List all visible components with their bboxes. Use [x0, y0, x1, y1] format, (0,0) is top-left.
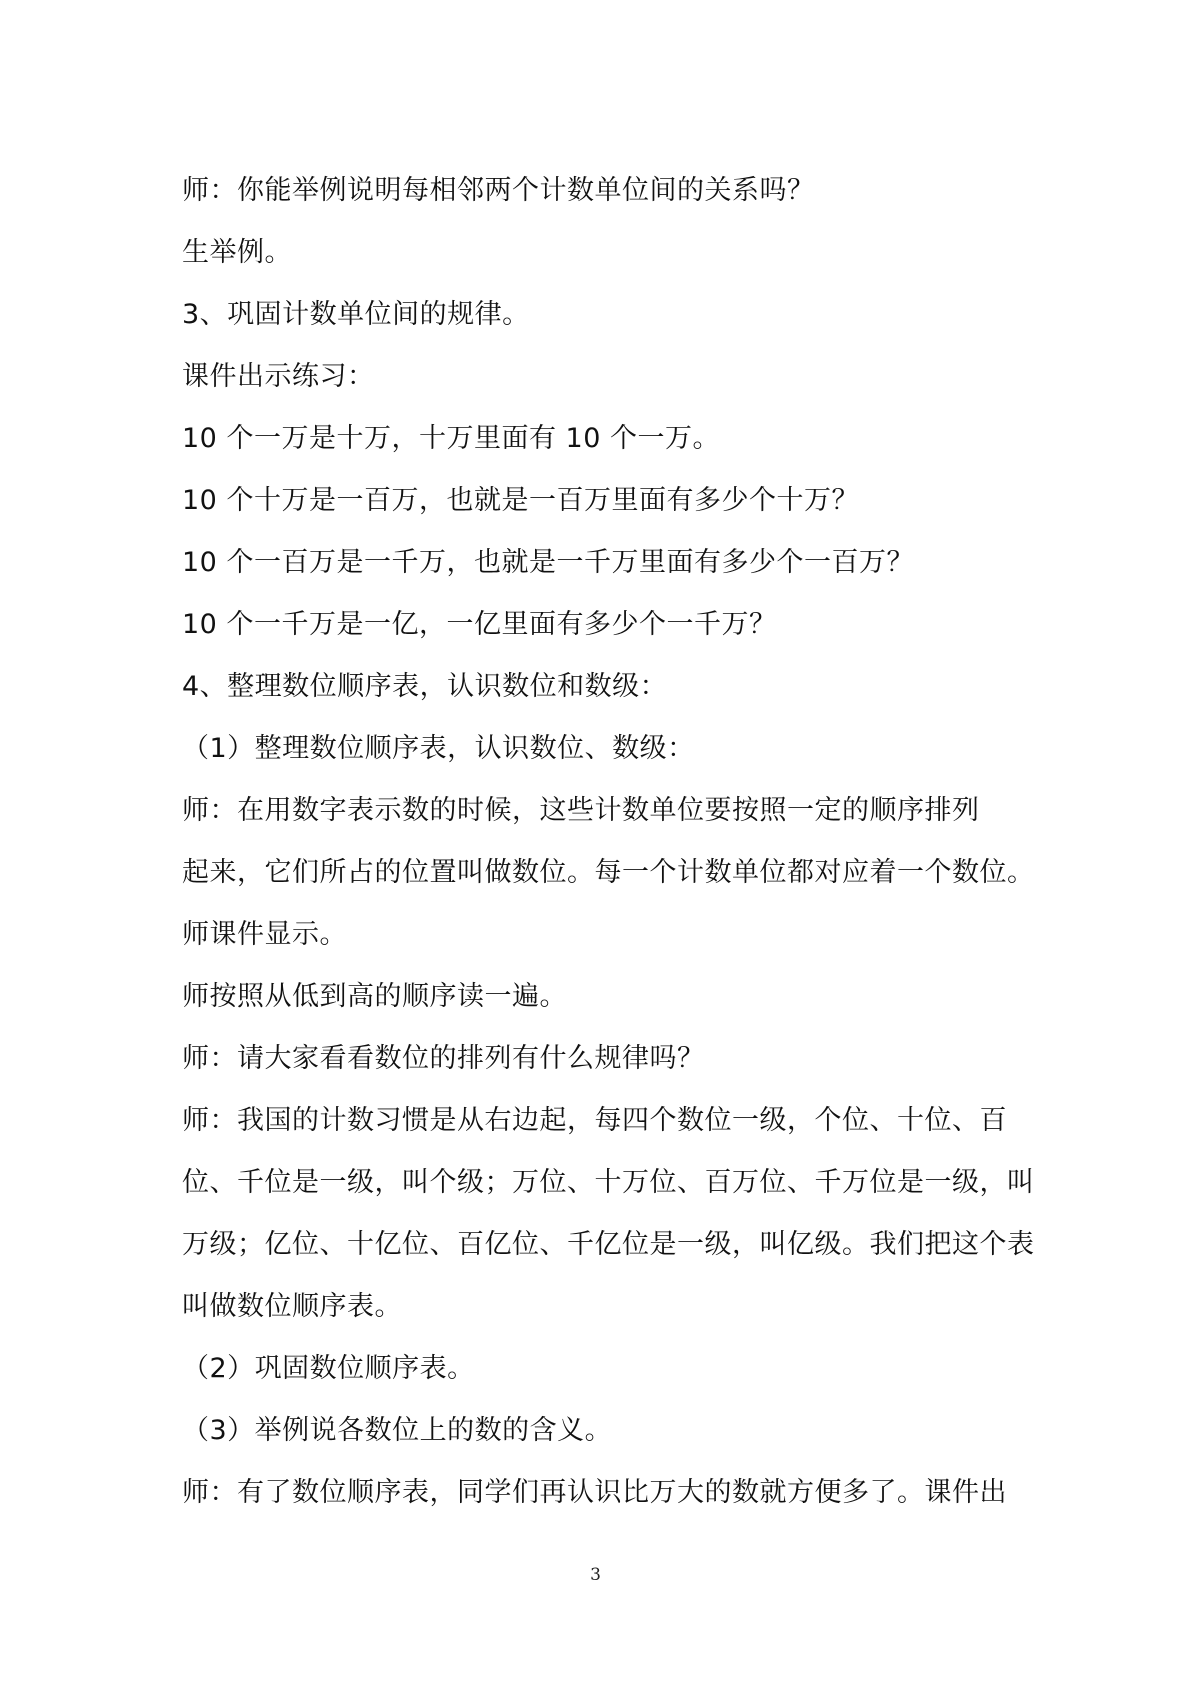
text-line: （2）巩固数位顺序表。	[182, 1353, 475, 1384]
text-line: 叫做数位顺序表。	[182, 1291, 402, 1322]
text-line: 师：在用数字表示数的时候，这些计数单位要按照一定的顺序排列	[182, 795, 980, 826]
text-line: 10 个一千万是一亿，一亿里面有多少个一千万？	[182, 609, 777, 640]
text-line: 10 个一万是十万，十万里面有 10 个一万。	[182, 423, 720, 454]
text-line: （3）举例说各数位上的数的含义。	[182, 1415, 613, 1446]
text-line: 万级；亿位、十亿位、百亿位、千亿位是一级，叫亿级。我们把这个表	[182, 1229, 1035, 1260]
text-line: 10 个十万是一百万，也就是一百万里面有多少个十万？	[182, 485, 859, 516]
text-line: （1）整理数位顺序表，认识数位、数级：	[182, 733, 695, 764]
text-line: 师：我国的计数习惯是从右边起，每四个数位一级，个位、十位、百	[182, 1105, 1007, 1136]
text-line: 师按照从低到高的顺序读一遍。	[182, 981, 567, 1012]
text-line: 师课件显示。	[182, 919, 347, 950]
text-line: 3、巩固计数单位间的规律。	[182, 299, 530, 330]
text-line: 生举例。	[182, 237, 292, 268]
text-body	[182, 160, 1042, 1524]
text-line: 师：请大家看看数位的排列有什么规律吗？	[182, 1043, 705, 1074]
text-line: 4、整理数位顺序表，认识数位和数级：	[182, 671, 668, 702]
text-line: 10 个一百万是一千万，也就是一千万里面有多少个一百万？	[182, 547, 914, 578]
text-line: 师：你能举例说明每相邻两个计数单位间的关系吗？	[182, 175, 815, 206]
text-line: 师：有了数位顺序表，同学们再认识比万大的数就方便多了。课件出	[182, 1477, 1007, 1508]
text-line: 课件出示练习：	[182, 361, 375, 392]
page-number: 3	[590, 1565, 601, 1585]
text-line: 位、千位是一级，叫个级；万位、十万位、百万位、千万位是一级，叫	[182, 1167, 1035, 1198]
text-line: 起来，它们所占的位置叫做数位。每一个计数单位都对应着一个数位。	[182, 857, 1035, 888]
